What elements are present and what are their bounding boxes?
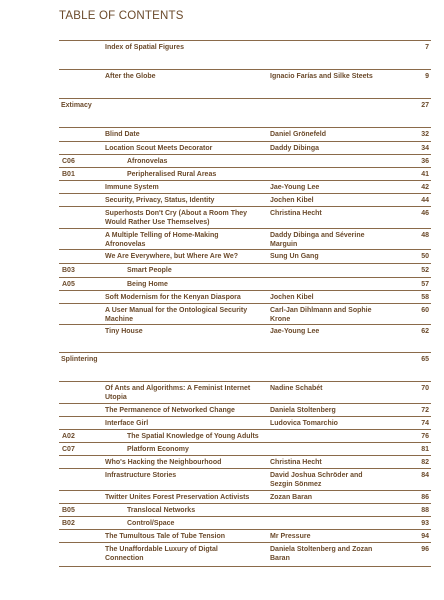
toc-row[interactable] <box>59 180 431 193</box>
entry-author: Daniel Grönefeld <box>270 131 327 138</box>
entry-title: Immune System <box>105 184 159 191</box>
toc-row[interactable] <box>59 154 431 167</box>
figure-code: B01 <box>62 171 75 178</box>
figure-code: A05 <box>62 281 75 288</box>
entry-author: Ludovica Tomarchio <box>270 420 338 427</box>
entry-title: We Are Everywhere, but Where Are We? <box>105 253 239 260</box>
page-number: 42 <box>421 184 429 191</box>
entry-title: Location Scout Meets Decorator <box>105 145 213 152</box>
entry-title: The Unaffordable Luxury of Digtal Connection <box>105 546 218 562</box>
entry-author: Jochen Kibel <box>270 294 314 301</box>
page-number: 58 <box>421 294 429 301</box>
entry-title: The Tumultous Tale of Tube Tension <box>105 533 226 540</box>
page-number: 60 <box>421 307 429 314</box>
entry-title: Afronovelas <box>127 158 168 165</box>
figure-code: B03 <box>62 267 75 274</box>
toc-row[interactable] <box>59 69 431 98</box>
figure-code: C06 <box>62 158 75 165</box>
page-number: 74 <box>421 420 429 427</box>
entry-title: Blind Date <box>105 131 140 138</box>
toc-row[interactable] <box>59 416 431 429</box>
page-number: 34 <box>421 145 429 152</box>
toc-row[interactable] <box>59 455 431 468</box>
toc-row[interactable] <box>59 468 431 490</box>
page-number: 96 <box>421 546 429 553</box>
toc-row[interactable] <box>59 167 431 180</box>
page-number: 88 <box>421 507 429 514</box>
toc-row[interactable] <box>59 503 431 516</box>
page-number: 81 <box>421 446 429 453</box>
entry-title: Translocal Networks <box>127 507 196 514</box>
toc-row[interactable] <box>59 529 431 542</box>
page-number: 50 <box>421 253 429 260</box>
entry-title: The Permanence of Networked Change <box>105 407 235 414</box>
toc-row[interactable] <box>59 429 431 442</box>
toc-row[interactable] <box>59 206 431 228</box>
page-number: 48 <box>421 232 429 239</box>
entry-title: Platform Economy <box>127 446 189 453</box>
toc-row[interactable] <box>59 324 431 352</box>
toc-row[interactable] <box>59 303 431 324</box>
page-number: 7 <box>425 44 429 51</box>
entry-title: Security, Privacy, Status, Identity <box>105 197 215 204</box>
toc-row[interactable] <box>59 490 431 503</box>
figure-code: C07 <box>62 446 75 453</box>
page-number: 57 <box>421 281 429 288</box>
toc-row[interactable] <box>59 249 431 263</box>
page-number: 52 <box>421 267 429 274</box>
section-title: Extimacy <box>61 102 92 109</box>
page-number: 72 <box>421 407 429 414</box>
toc-row[interactable] <box>59 277 431 290</box>
page-number: 84 <box>421 472 429 479</box>
bottom-rule <box>59 566 431 567</box>
entry-author: Daddy Dibinga and Séverine Marguin <box>270 232 365 248</box>
section-title: Splintering <box>61 356 98 363</box>
page-number: 82 <box>421 459 429 466</box>
toc-row[interactable] <box>59 98 431 127</box>
figure-code: A02 <box>62 433 75 440</box>
entry-title: Smart People <box>127 267 172 274</box>
entry-title: Of Ants and Algorithms: A Feminist Internet Utopia <box>105 385 251 401</box>
entry-title: Infrastructure Stories <box>105 472 177 479</box>
toc-row[interactable] <box>59 290 431 303</box>
page-number: 94 <box>421 533 429 540</box>
entry-title: Being Home <box>127 281 168 288</box>
entry-author: Mr Pressure <box>270 533 311 540</box>
entry-title: Twitter Unites Forest Preservation Activists <box>105 494 250 501</box>
page-number: 32 <box>421 131 429 138</box>
toc-row[interactable] <box>59 263 431 277</box>
entry-author: Zozan Baran <box>270 494 313 501</box>
page-number: 76 <box>421 433 429 440</box>
entry-title: Index of Spatial Figures <box>105 44 184 51</box>
entry-author: Daniela Stoltenberg and Zozan Baran <box>270 546 373 562</box>
entry-author: David Joshua Schröder and Sezgin Sönmez <box>270 472 363 488</box>
toc-row[interactable] <box>59 542 431 578</box>
entry-author: Daddy Dibinga <box>270 145 320 152</box>
toc-row[interactable] <box>59 516 431 529</box>
figure-code: B05 <box>62 507 75 514</box>
entry-title: Interface Girl <box>105 420 149 427</box>
page-number: 9 <box>425 73 429 80</box>
entry-title: Who's Hacking the Neighbourhood <box>105 459 222 466</box>
entry-author: Sung Un Gang <box>270 253 319 260</box>
entry-author: Christina Hecht <box>270 210 322 217</box>
entry-author: Ignacio Farías and Silke Steets <box>270 73 373 80</box>
page-number: 62 <box>421 328 429 335</box>
entry-title: A Multiple Telling of Home-Making Afronovelas <box>105 232 219 248</box>
toc-row[interactable] <box>59 442 431 455</box>
entry-title: Tiny House <box>105 328 143 335</box>
entry-title: Superhosts Don't Cry (About a Room They Would Rather Use Themselves) <box>105 210 248 226</box>
entry-author: Nadine Schabét <box>270 385 323 392</box>
toc-row[interactable] <box>59 403 431 416</box>
toc-row[interactable] <box>59 228 431 249</box>
toc-row[interactable] <box>59 127 431 141</box>
page-number: 27 <box>421 102 429 109</box>
page-number: 44 <box>421 197 429 204</box>
toc-row[interactable] <box>59 352 431 381</box>
page-number: 93 <box>421 520 429 527</box>
entry-author: Carl-Jan Dihlmann and Sophie Krone <box>270 307 372 323</box>
toc-list <box>59 40 431 578</box>
entry-author: Jae-Young Lee <box>270 184 320 191</box>
entry-title: Peripheralised Rural Areas <box>127 171 217 178</box>
entry-title: Soft Modernism for the Kenyan Diaspora <box>105 294 241 301</box>
toc-row[interactable] <box>59 40 431 69</box>
page-number: 46 <box>421 210 429 217</box>
entry-title: A User Manual for the Ontological Security Machine <box>105 307 248 323</box>
entry-author: Jae-Young Lee <box>270 328 320 335</box>
entry-title: After the Globe <box>105 73 156 80</box>
page-number: 41 <box>421 171 429 178</box>
page-number: 36 <box>421 158 429 165</box>
page-number: 70 <box>421 385 429 392</box>
entry-author: Jochen Kibel <box>270 197 314 204</box>
entry-title: Control/Space <box>127 520 175 527</box>
toc-row[interactable] <box>59 193 431 206</box>
figure-code: B02 <box>62 520 75 527</box>
entry-author: Christina Hecht <box>270 459 322 466</box>
toc-row[interactable] <box>59 141 431 154</box>
page-title: TABLE OF CONTENTS <box>59 10 184 22</box>
entry-author: Daniela Stoltenberg <box>270 407 336 414</box>
toc-row[interactable] <box>59 381 431 403</box>
page-number: 65 <box>421 356 429 363</box>
page-number: 86 <box>421 494 429 501</box>
entry-title: The Spatial Knowledge of Young Adults <box>127 433 259 440</box>
